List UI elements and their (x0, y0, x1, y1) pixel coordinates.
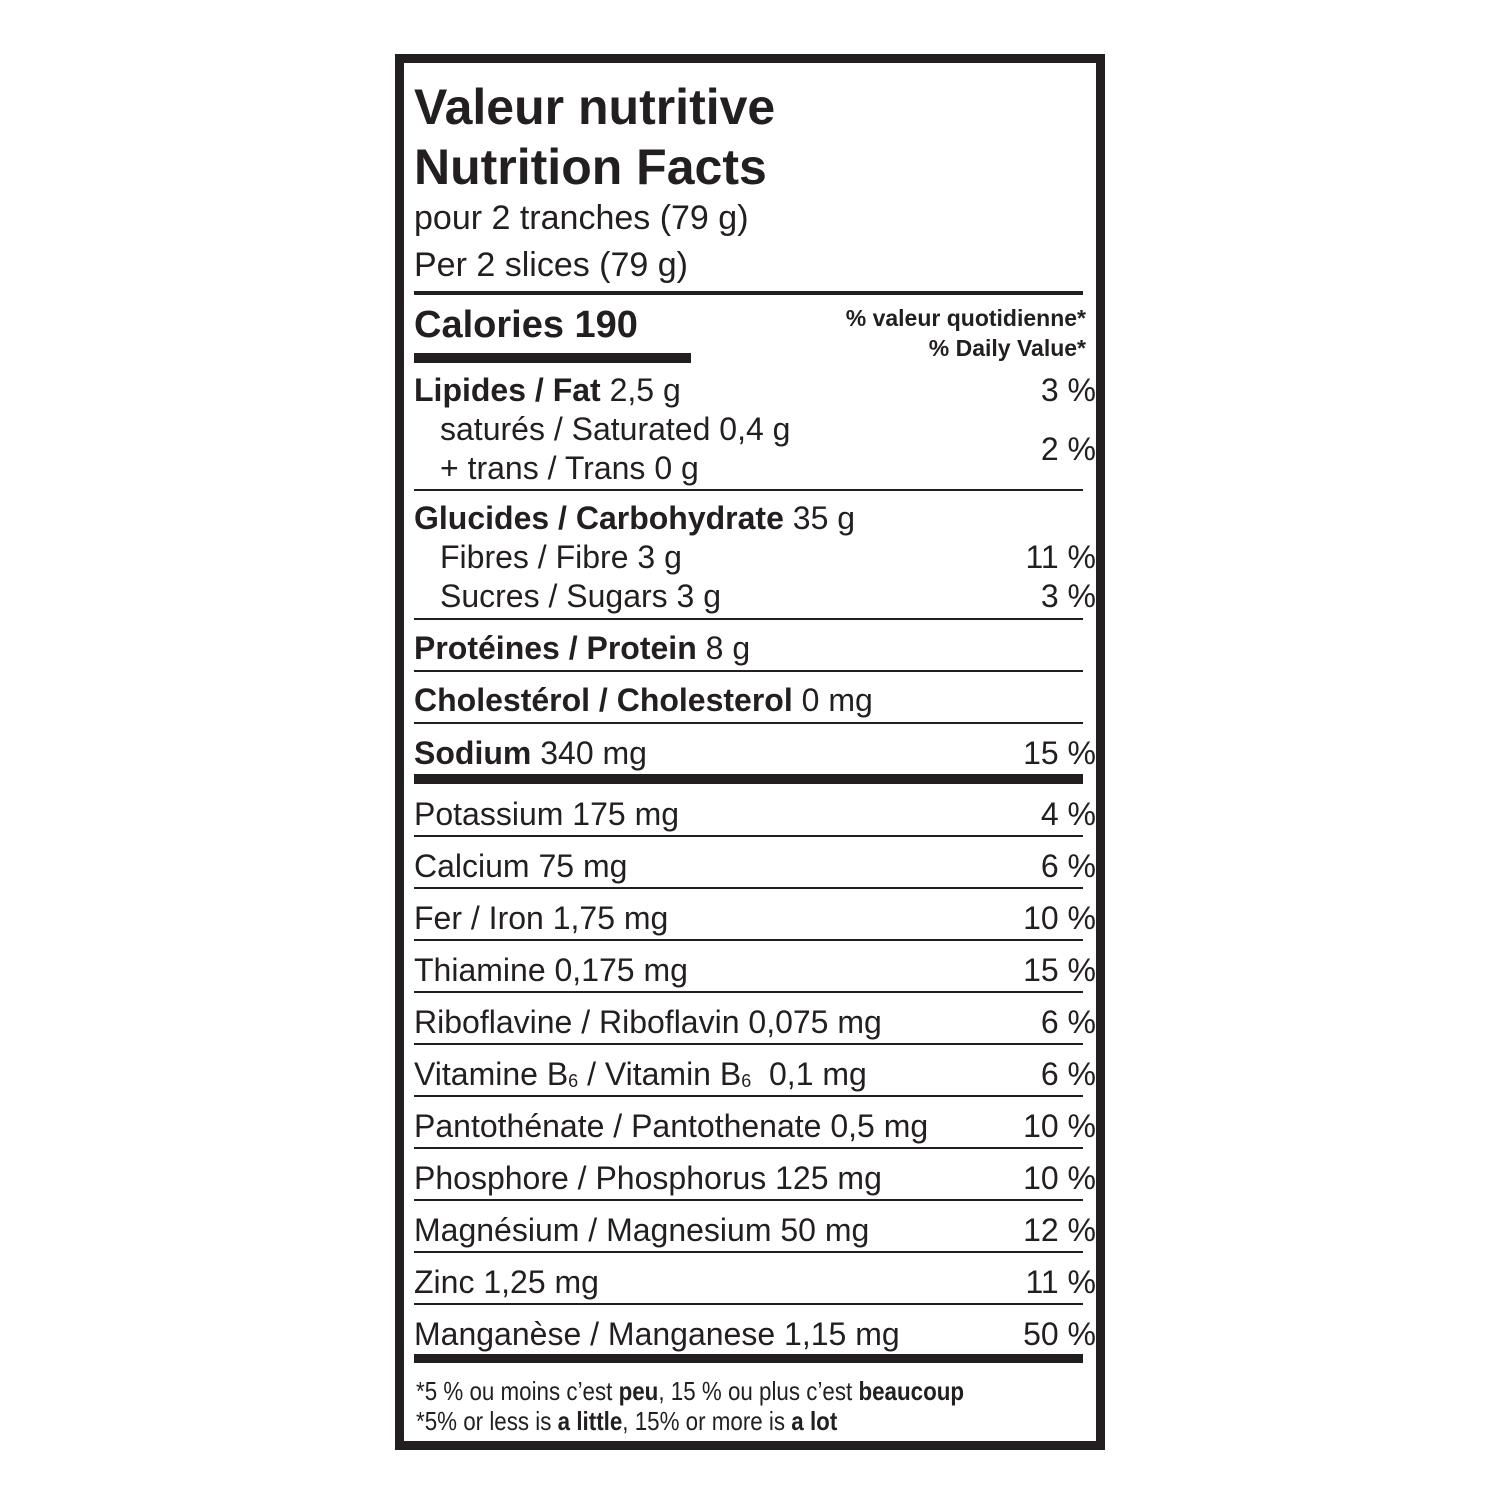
nutrition-facts-panel (395, 54, 1105, 1450)
footnote-en (416, 1406, 837, 1436)
divider (414, 1147, 1083, 1149)
divider-thick (414, 774, 1083, 784)
fat-row (414, 372, 681, 408)
sugars-dv: 3 % (1040, 578, 1096, 614)
divider (414, 1199, 1083, 1201)
fat-dv: 3 % (1040, 372, 1096, 408)
vitamin-b6-en: / Vitamin B (578, 1056, 742, 1092)
footnote-emphasis: beaucoup (858, 1376, 965, 1406)
divider (414, 618, 1083, 620)
serving-size-en: Per 2 slices (79 g) (414, 246, 688, 284)
micro-dv: 12 % (1023, 1212, 1096, 1248)
footnote-emphasis: peu (618, 1376, 659, 1406)
subscript: 6 (568, 1071, 579, 1091)
footnote-emphasis: a lot (791, 1406, 838, 1436)
micro-dv: 10 % (1023, 1108, 1096, 1144)
trans-fat: + trans / Trans 0 g (440, 450, 699, 486)
serving-size-fr: pour 2 tranches (79 g) (414, 199, 749, 237)
micro-dv: 10 % (1023, 900, 1096, 936)
micro-label: Riboflavine / Riboflavin 0,075 mg (414, 1004, 882, 1040)
carbohydrate-name: Glucides / Carbohydrate (414, 500, 784, 536)
calories-label: Calories 190 (414, 304, 638, 346)
carbohydrate-row (414, 500, 855, 536)
sodium-dv: 15 % (1023, 735, 1096, 771)
title-en: Nutrition Facts (414, 139, 767, 195)
cholesterol-amount: 0 mg (801, 682, 873, 718)
micro-label: Potassium 175 mg (414, 796, 680, 832)
fat-name: Lipides / Fat (414, 372, 601, 408)
carbohydrate-amount: 35 g (792, 500, 856, 536)
micro-label: Magnésium / Magnesium 50 mg (414, 1212, 870, 1248)
micro-label: Thiamine 0,175 mg (414, 952, 688, 988)
micro-dv: 6 % (1040, 848, 1096, 884)
divider (414, 1251, 1083, 1253)
divider (414, 835, 1083, 837)
micro-dv: 50 % (1023, 1316, 1096, 1352)
footnote-text: , 15% or more is (622, 1406, 792, 1436)
saturated-trans-dv: 2 % (1040, 431, 1096, 467)
fibre-dv: 11 % (1025, 539, 1096, 575)
vitamin-b6-fr: Vitamine B (414, 1056, 569, 1092)
micro-label: Phosphore / Phosphorus 125 mg (414, 1160, 882, 1196)
micro-dv: 11 % (1025, 1264, 1096, 1300)
footnote-text: , 15 % ou plus c’est (658, 1376, 859, 1406)
calories-bar (414, 353, 691, 363)
footnote-text: *5% or less is (416, 1406, 558, 1436)
divider-thin (414, 291, 1083, 295)
micro-dv: 10 % (1023, 1160, 1096, 1196)
micro-label: Calcium 75 mg (414, 848, 628, 884)
cholesterol-row (414, 682, 873, 718)
divider (414, 670, 1083, 672)
micro-dv: 6 % (1040, 1056, 1096, 1092)
micro-label: Zinc 1,25 mg (414, 1264, 599, 1300)
divider (414, 722, 1083, 724)
daily-value-header-en: % Daily Value* (928, 335, 1086, 361)
divider (414, 887, 1083, 889)
divider (414, 939, 1083, 941)
divider (414, 991, 1083, 993)
title-fr: Valeur nutritive (414, 79, 776, 135)
footnote-fr (416, 1376, 964, 1406)
micro-label-vitamin-b6 (414, 1056, 867, 1099)
sodium-row (414, 735, 647, 771)
divider-thick (414, 1354, 1083, 1363)
fat-amount: 2,5 g (609, 372, 681, 408)
micro-dv: 15 % (1023, 952, 1096, 988)
divider (414, 489, 1083, 491)
micro-dv: 6 % (1040, 1004, 1096, 1040)
footnote-text: *5 % ou moins c’est (416, 1376, 619, 1406)
divider (414, 1043, 1083, 1045)
micro-label: Pantothénate / Pantothenate 0,5 mg (414, 1108, 929, 1144)
fibre: Fibres / Fibre 3 g (440, 539, 682, 575)
vitamin-b6-amount: 0,1 mg (751, 1056, 867, 1092)
sodium-amount: 340 mg (540, 735, 647, 771)
sodium-name: Sodium (414, 735, 532, 771)
sugars: Sucres / Sugars 3 g (440, 578, 722, 614)
saturated-fat: saturés / Saturated 0,4 g (440, 411, 791, 447)
micro-dv: 4 % (1040, 796, 1096, 832)
protein-name: Protéines / Protein (414, 630, 697, 666)
protein-amount: 8 g (705, 630, 751, 666)
divider (414, 1095, 1083, 1097)
subscript: 6 (741, 1071, 752, 1091)
cholesterol-name: Cholestérol / Cholesterol (414, 682, 793, 718)
daily-value-header-fr: % valeur quotidienne* (845, 305, 1086, 331)
protein-row (414, 630, 750, 666)
footnote-emphasis: a little (557, 1406, 623, 1436)
divider (414, 1303, 1083, 1305)
micro-label: Manganèse / Manganese 1,15 mg (414, 1316, 900, 1352)
micro-label: Fer / Iron 1,75 mg (414, 900, 669, 936)
